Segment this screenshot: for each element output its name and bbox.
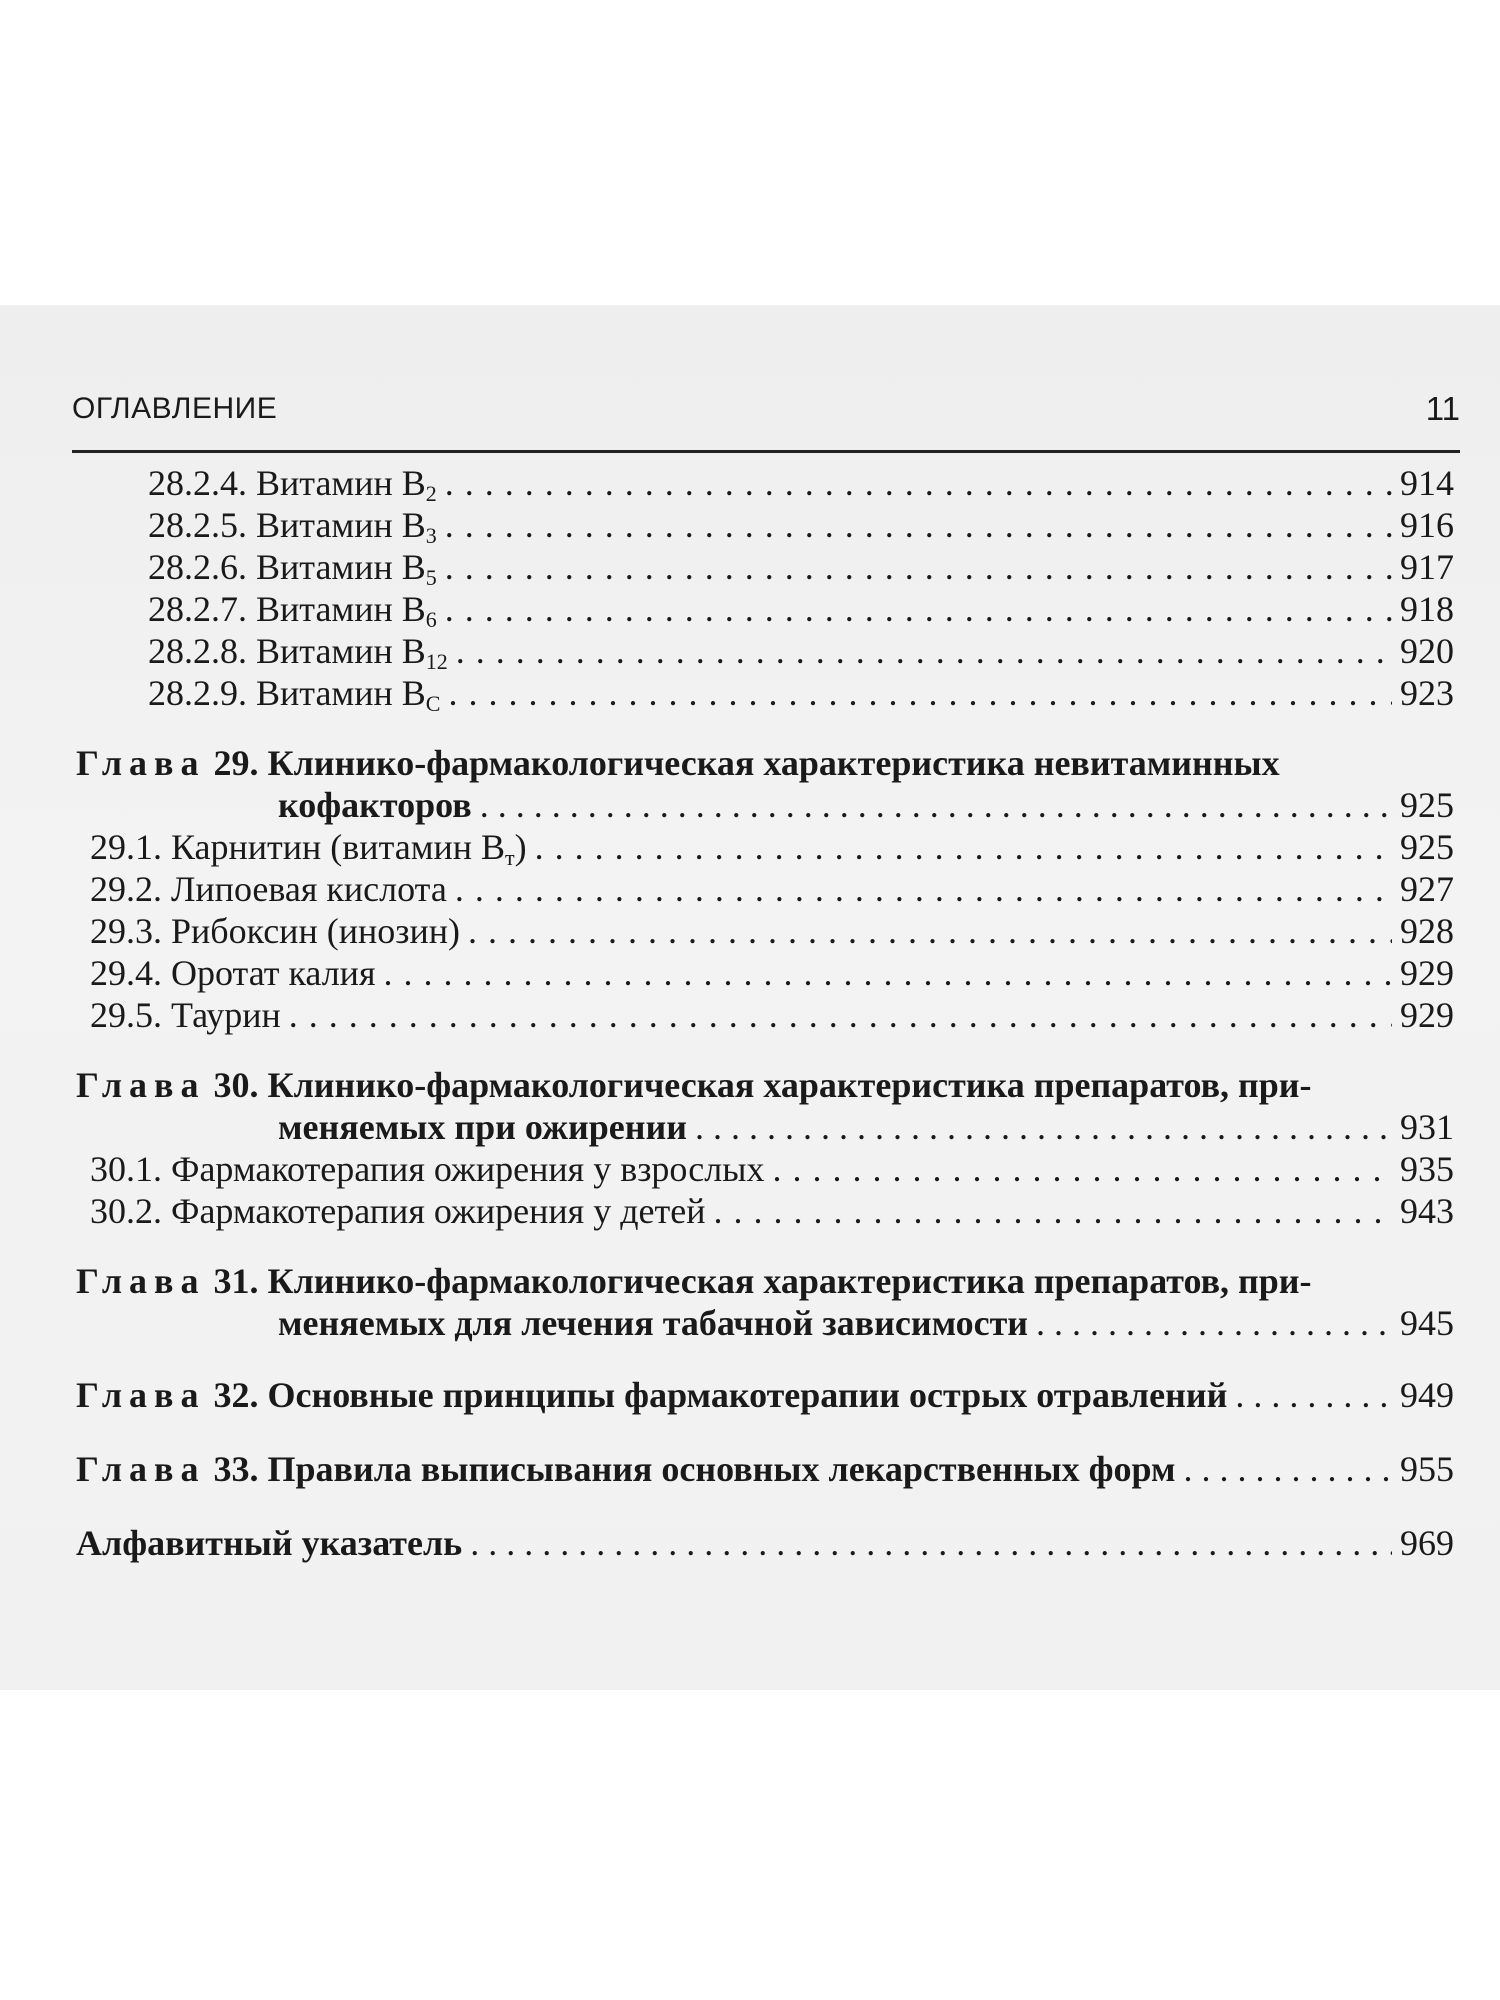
toc-page: 920 [1400, 631, 1454, 671]
leader-dots [455, 868, 1392, 910]
leader-dots [1036, 1302, 1392, 1344]
header-rule [72, 450, 1460, 453]
chapter-32[interactable] [76, 1372, 1454, 1418]
chapter-29[interactable] [76, 742, 1454, 826]
leader-dots [456, 630, 1392, 672]
toc-entry[interactable]: 28.2.6. Витамин $B_5$ . . . 917 [76, 546, 1454, 588]
header-title: ОГЛАВЛЕНИЕ [72, 392, 278, 425]
chapter-31[interactable] [76, 1260, 1454, 1344]
leader-dots [1184, 1446, 1393, 1492]
chapter-heading: Глава 31. Клинико-фармакологическая характеристика препаратов, при- [76, 1261, 1312, 1301]
leader-dots [695, 1106, 1392, 1148]
toc-page: 928 [1400, 911, 1454, 951]
chapter-word: Глава [76, 743, 206, 783]
chapter-word: Глава [76, 1375, 206, 1415]
leader-dots [468, 910, 1392, 952]
toc-page: 916 [1400, 505, 1454, 545]
chapter-word: Глава [76, 1065, 206, 1105]
header-page-number: 11 [1425, 390, 1460, 427]
toc-page: 931 [1400, 1107, 1454, 1147]
toc-page: 943 [1400, 1191, 1454, 1231]
toc-page: 917 [1400, 547, 1454, 587]
toc-page: 923 [1400, 673, 1454, 713]
toc-entry[interactable]: 28.2.9. Витамин $B_C$ . . . 923 [76, 672, 1454, 714]
leader-dots [1235, 1372, 1392, 1418]
chapter-heading: Глава 33. Правила выписывания основных лекарственных форм . . . 955 [76, 1446, 1454, 1492]
leader-dots [445, 504, 1392, 546]
toc-page: 929 [1400, 953, 1454, 993]
leader-dots [445, 462, 1392, 504]
leader-dots [535, 826, 1392, 868]
toc-page: 925 [1400, 827, 1454, 867]
leader-dots [445, 588, 1392, 630]
toc-page: 918 [1400, 589, 1454, 629]
leader-dots [772, 1148, 1392, 1190]
toc-entry[interactable]: 28.2.5. Витамин $B_3$ . . . 916 [76, 504, 1454, 546]
toc-page: 929 [1400, 995, 1454, 1035]
toc-entry[interactable]: 29.2. Липоевая кислота . . . 927 [76, 868, 1454, 910]
chapter-heading: Глава 30. Клинико-фармакологическая характеристика препаратов, при- [76, 1065, 1312, 1105]
toc-page: 949 [1400, 1375, 1454, 1415]
toc-entry[interactable]: 28.2.8. Витамин $B_{12}$ . . . 920 [76, 630, 1454, 672]
toc-entry[interactable]: 30.2. Фармакотерапия ожирения у детей . . . 943 [76, 1190, 1454, 1232]
leader-dots [470, 1520, 1392, 1566]
toc-entry[interactable]: 29.5. Таурин . . . 929 [76, 994, 1454, 1036]
toc-entry[interactable]: 29.1. Карнитин (витамин $B_т$) . . . 925 [76, 826, 1454, 868]
leader-dots [713, 1190, 1392, 1232]
toc-page: 935 [1400, 1149, 1454, 1189]
toc-page: 927 [1400, 869, 1454, 909]
chapter-30[interactable] [76, 1064, 1454, 1148]
toc-page: 969 [1400, 1523, 1454, 1563]
leader-dots [480, 784, 1392, 826]
toc-page: 925 [1400, 785, 1454, 825]
toc-page: 955 [1400, 1449, 1454, 1489]
toc-entry[interactable]: 28.2.4. Витамин $B_2$ . . . 914 [76, 462, 1454, 504]
alphabetical-index-entry[interactable] [76, 1520, 1454, 1566]
chapter-heading-cont: меняемых для лечения табачной зависимости . . . 945 [76, 1302, 1454, 1344]
chapter-heading: Глава 29. Клинико-фармакологическая характеристика невитаминных [76, 743, 1280, 783]
chapter-word: Глава [76, 1449, 206, 1489]
leader-dots [289, 994, 1392, 1036]
leader-dots [448, 672, 1392, 714]
chapter-word: Глава [76, 1261, 206, 1301]
toc-entry[interactable]: 30.1. Фармакотерапия ожирения у взрослых . . . 935 [76, 1148, 1454, 1190]
chapter-heading: Глава 32. Основные принципы фармакотерапии острых отравлений . . . 949 [76, 1372, 1454, 1418]
toc-page: 945 [1400, 1303, 1454, 1343]
chapter-heading-cont: меняемых при ожирении . . . 931 [76, 1106, 1454, 1148]
chapter-heading-cont: кофакторов . . . 925 [76, 784, 1454, 826]
toc-entry[interactable]: 29.4. Оротат калия . . . 929 [76, 952, 1454, 994]
leader-dots [445, 546, 1392, 588]
table-of-contents [76, 462, 1454, 1566]
chapter-33[interactable] [76, 1446, 1454, 1492]
toc-entry[interactable]: 29.3. Рибоксин (инозин) . . . 928 [76, 910, 1454, 952]
toc-entry[interactable]: 28.2.7. Витамин $B_6$ . . . 918 [76, 588, 1454, 630]
chapter-heading: Алфавитный указатель . . . 969 [76, 1520, 1454, 1566]
running-header [72, 392, 1460, 432]
toc-page: 914 [1400, 463, 1454, 503]
leader-dots [384, 952, 1392, 994]
